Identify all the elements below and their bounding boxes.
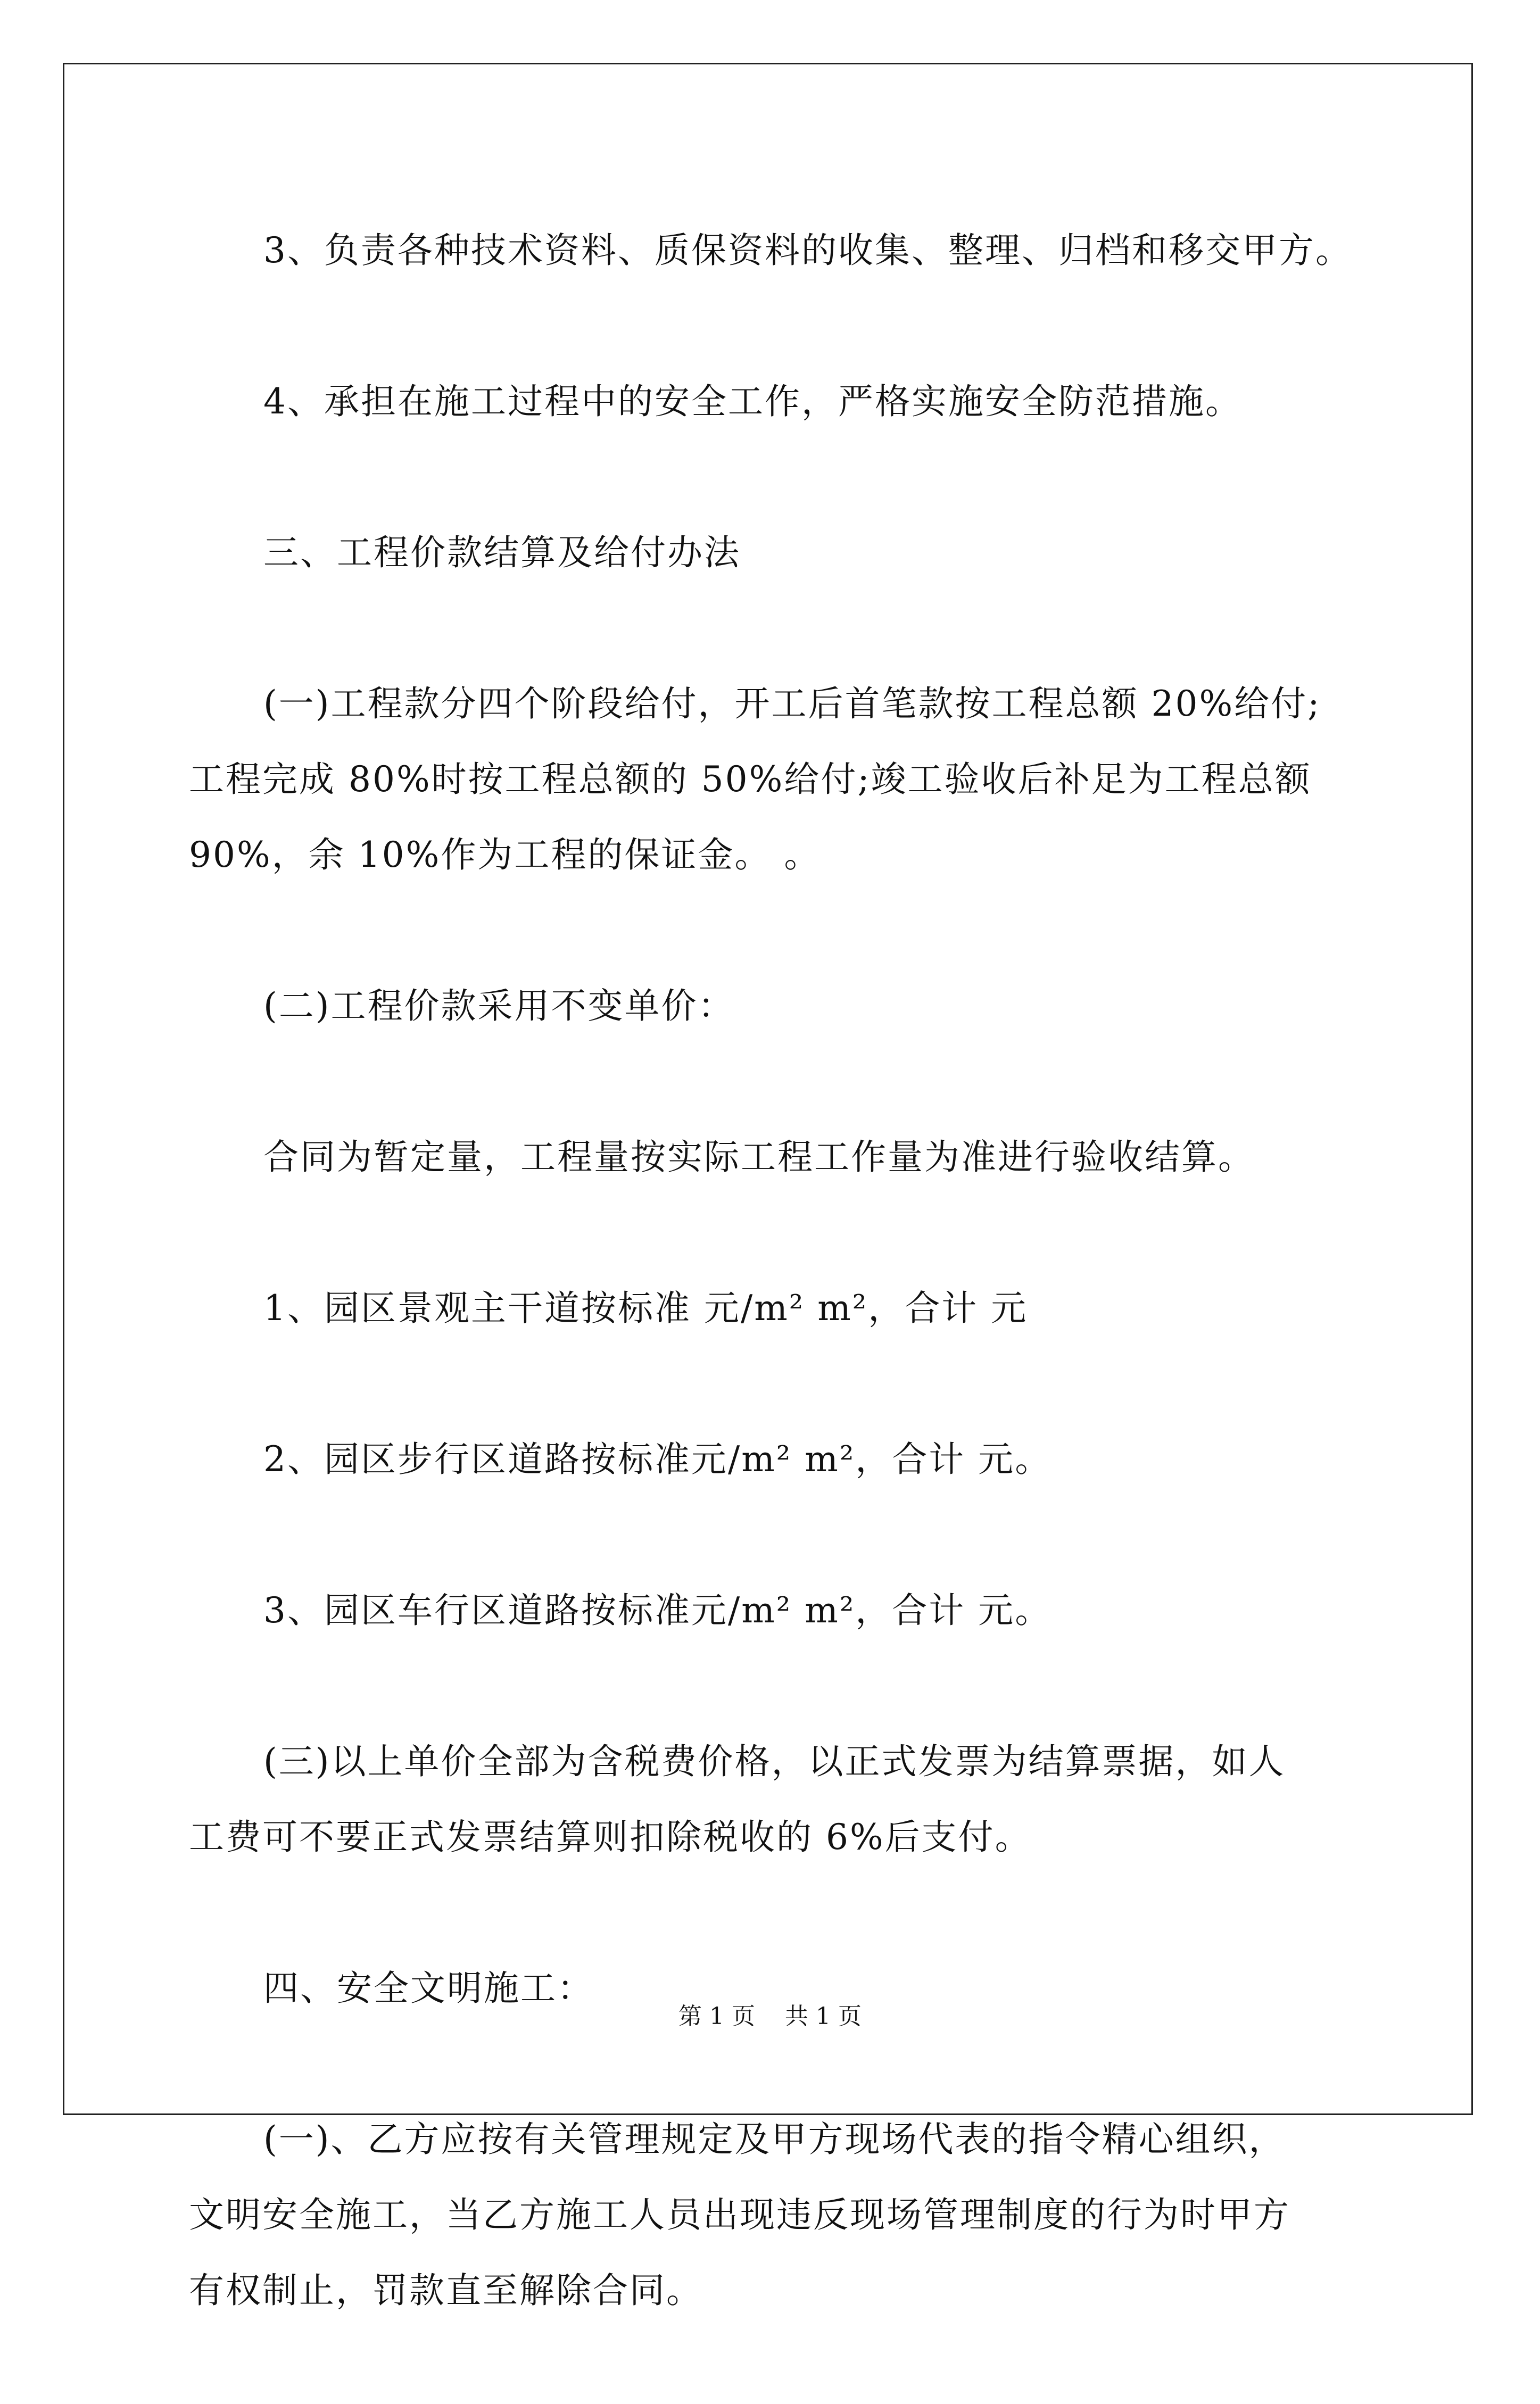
page-footer [0,2001,1540,2033]
list-item-walkway [189,1422,1360,1497]
paragraph-text: 4、承担在施工过程中的安全工作，严格实施安全防范措施。 [263,381,1242,422]
section-heading-3 [189,515,1360,591]
paragraph-item-4 [189,364,1360,440]
page-number: 第 1 页 共 1 页 [678,2003,862,2030]
paragraph-line: 有权制止，罚款直至解除合同。 [189,2270,703,2311]
paragraph-text: 1、园区景观主干道按标准 元/m² m²，合计 元 [263,1288,1028,1329]
document-body [189,213,1360,2404]
paragraph-line: 工费可不要正式发票结算则扣除税收的 6%后支付。 [189,1817,1032,1858]
paragraph-text: 3、园区车行区道路按标准元/m² m²，合计 元。 [263,1590,1052,1631]
paragraph-text: 3、负责各种技术资料、质保资料的收集、整理、归档和移交甲方。 [263,230,1352,271]
paragraph-payment-stages [189,666,1360,893]
paragraph-unit-price [189,968,1360,1044]
heading-text: 四、安全文明施工： [263,1968,594,2009]
paragraph-line: (一)、乙方应按有关管理规定及甲方现场代表的指令精心组织， [263,2119,1286,2160]
paragraph-tax-invoice [189,1724,1360,1875]
heading-text: 三、工程价款结算及给付办法 [263,532,741,573]
list-item-vehicle-road [189,1573,1360,1648]
paragraph-safety-management [189,2102,1360,2328]
paragraph-line: 文明安全施工，当乙方施工人员出现违反现场管理制度的行为时甲方 [189,2194,1290,2235]
paragraph-line: (三)以上单价全部为含税费价格，以正式发票为结算票据，如人 [263,1741,1286,1782]
paragraph-contract-quantity [189,1120,1360,1195]
paragraph-line: 90%，余 10%作为工程的保证金。 。 [189,834,821,875]
paragraph-item-3 [189,213,1360,288]
paragraph-line: (一)工程款分四个阶段给付，开工后首笔款按工程总额 20%给付; [263,683,1321,724]
paragraph-text: 2、园区步行区道路按标准元/m² m²，合计 元。 [263,1439,1052,1480]
paragraph-line: 工程完成 80%时按工程总额的 50%给付;竣工验收后补足为工程总额 [189,759,1312,800]
paragraph-text: 合同为暂定量，工程量按实际工程工作量为准进行验收结算。 [263,1137,1255,1178]
list-item-main-road [189,1271,1360,1346]
paragraph-text: (二)工程价款采用不变单价： [263,985,735,1026]
